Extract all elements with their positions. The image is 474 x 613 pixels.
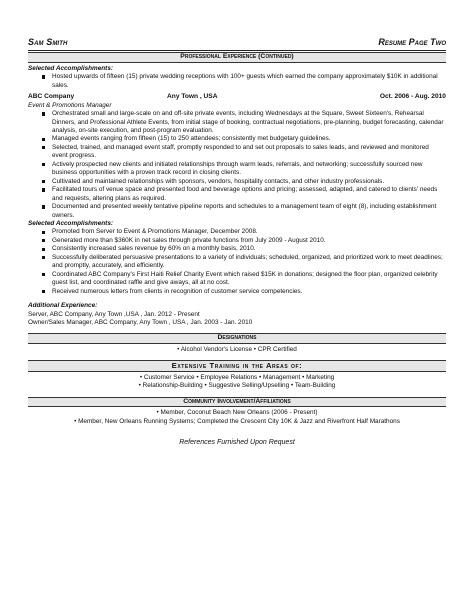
list-item: Orchestrated small and large-scale on and off-site private events, including Wednesdays at the Square, Sweet Sixteen's, Rehearsal Dinners, and Professional Athlete Events, from initial stage of booking, contractual negotiations, pre-planning, budget forecasting, calendar analysis, on-site execution, and post-program evaluation. <box>52 110 446 135</box>
candidate-name: Sam Smith <box>28 37 68 48</box>
list-item: Consistently increased sales revenue by 60% on a monthly basis, 2010. <box>52 245 446 253</box>
list-item: Documented and presented weekly tentative pipeline reports and schedules to a management team of eight (8), including establishment owners. <box>52 203 446 220</box>
list-item: Received numerous letters from clients in recognition of customer service competencies. <box>52 288 446 296</box>
list-item: Promoted from Server to Event & Promotions Manager, December 2008. <box>52 228 446 236</box>
page-label: Resume Page Two <box>378 37 446 48</box>
designations-line: • Alcohol Vendor's License • CPR Certified <box>177 346 297 354</box>
list-item: Generated more than $360K in net sales through private functions from July 2009 - August 2010. <box>52 237 446 245</box>
additional-experience-line: Server, ABC Company, Any Town ,USA , Jan. 2012 - Present <box>28 310 200 318</box>
resume-content <box>28 38 446 448</box>
training-line: • Customer Service • Employee Relations • Management • Marketing <box>139 373 335 381</box>
community-line: • Member, Coconut Beach New Orleans (2006 - Present) <box>156 409 318 417</box>
list-item: Managed events ranging from fifteen (15) to 250 attendees; consistently met budgetary guidelines. <box>52 135 446 143</box>
section-designations-heading: Designations <box>28 333 446 344</box>
community-line: • Member, New Orleans Running Systems; Completed the Crescent City 10K & Jazz and Riverfront Half Marathons <box>74 417 400 425</box>
job-accomplishments-list <box>28 228 446 296</box>
job-company: ABC Company <box>28 92 75 100</box>
section-experience-heading: Professional Experience (Continued) <box>28 52 446 63</box>
header-rule <box>28 50 446 51</box>
prior-accomplishments-label: Selected Accomplishments: <box>28 64 113 72</box>
additional-experience-line: Owner/Sales Manager, ABC Company, Any Town , USA , Jan. 2003 - Jan. 2010 <box>28 318 253 326</box>
list-item: Facilitated tours of venue space and presented food and beverage options and pricing; assessed, adapted, and catered to clients' needs and requests, altering plans as required. <box>52 186 446 203</box>
list-item: Successfully deliberated persuasive presentations to a variety of individuals; scheduled, organized, and prioritized work to meet deadlines; and promptly, accurately, and efficiently. <box>52 254 446 271</box>
job-location: Any Town , USA <box>167 92 218 100</box>
list-item: Cultivated and maintained relationships with sponsors, vendors, hospitality contacts, and other industry professionals. <box>52 178 446 186</box>
job-accomplishments-label: Selected Accomplishments: <box>28 220 113 227</box>
references-note: References Furnished Upon Request <box>179 439 295 447</box>
job-header <box>28 93 446 102</box>
list-item: Coordinated ABC Company's First Haiti Relief Charity Event which raised $15K in donations; designed the floor plan, organized celebrity guest list, and coordinated raffle and give aways, all at no cost. <box>52 271 446 288</box>
job-title: Event & Promotions Manager <box>28 101 112 109</box>
additional-experience-label: Additional Experience: <box>28 302 98 310</box>
job-duties-list <box>28 110 446 220</box>
list-item: Selected, trained, and managed event staff, promptly responded to and set out proposals to sales leads, and reviewed and monitored event progress. <box>52 144 446 161</box>
job-dates: Oct. 2006 - Aug. 2010 <box>379 92 446 100</box>
prior-accomplishments-list <box>28 73 446 90</box>
section-training-heading: Extensive Training in the Areas of: <box>28 360 446 372</box>
resume-header <box>28 38 446 49</box>
list-item: Hosted upwards of fifteen (15) private wedding receptions with 100+ guests which earned the company approximately $10K in additional sales. <box>52 73 446 90</box>
section-community-heading: Community Involvement/Affiliations <box>28 397 446 408</box>
training-line: • Relationship-Building • Suggestive Selling/Upselling • Team-Building <box>138 382 336 390</box>
list-item: Actively prospected new clients and initiated relationships through warm leads, referrals, and networking; successfully sourced new business opportunities with a proven track record in closing clients. <box>52 161 446 178</box>
